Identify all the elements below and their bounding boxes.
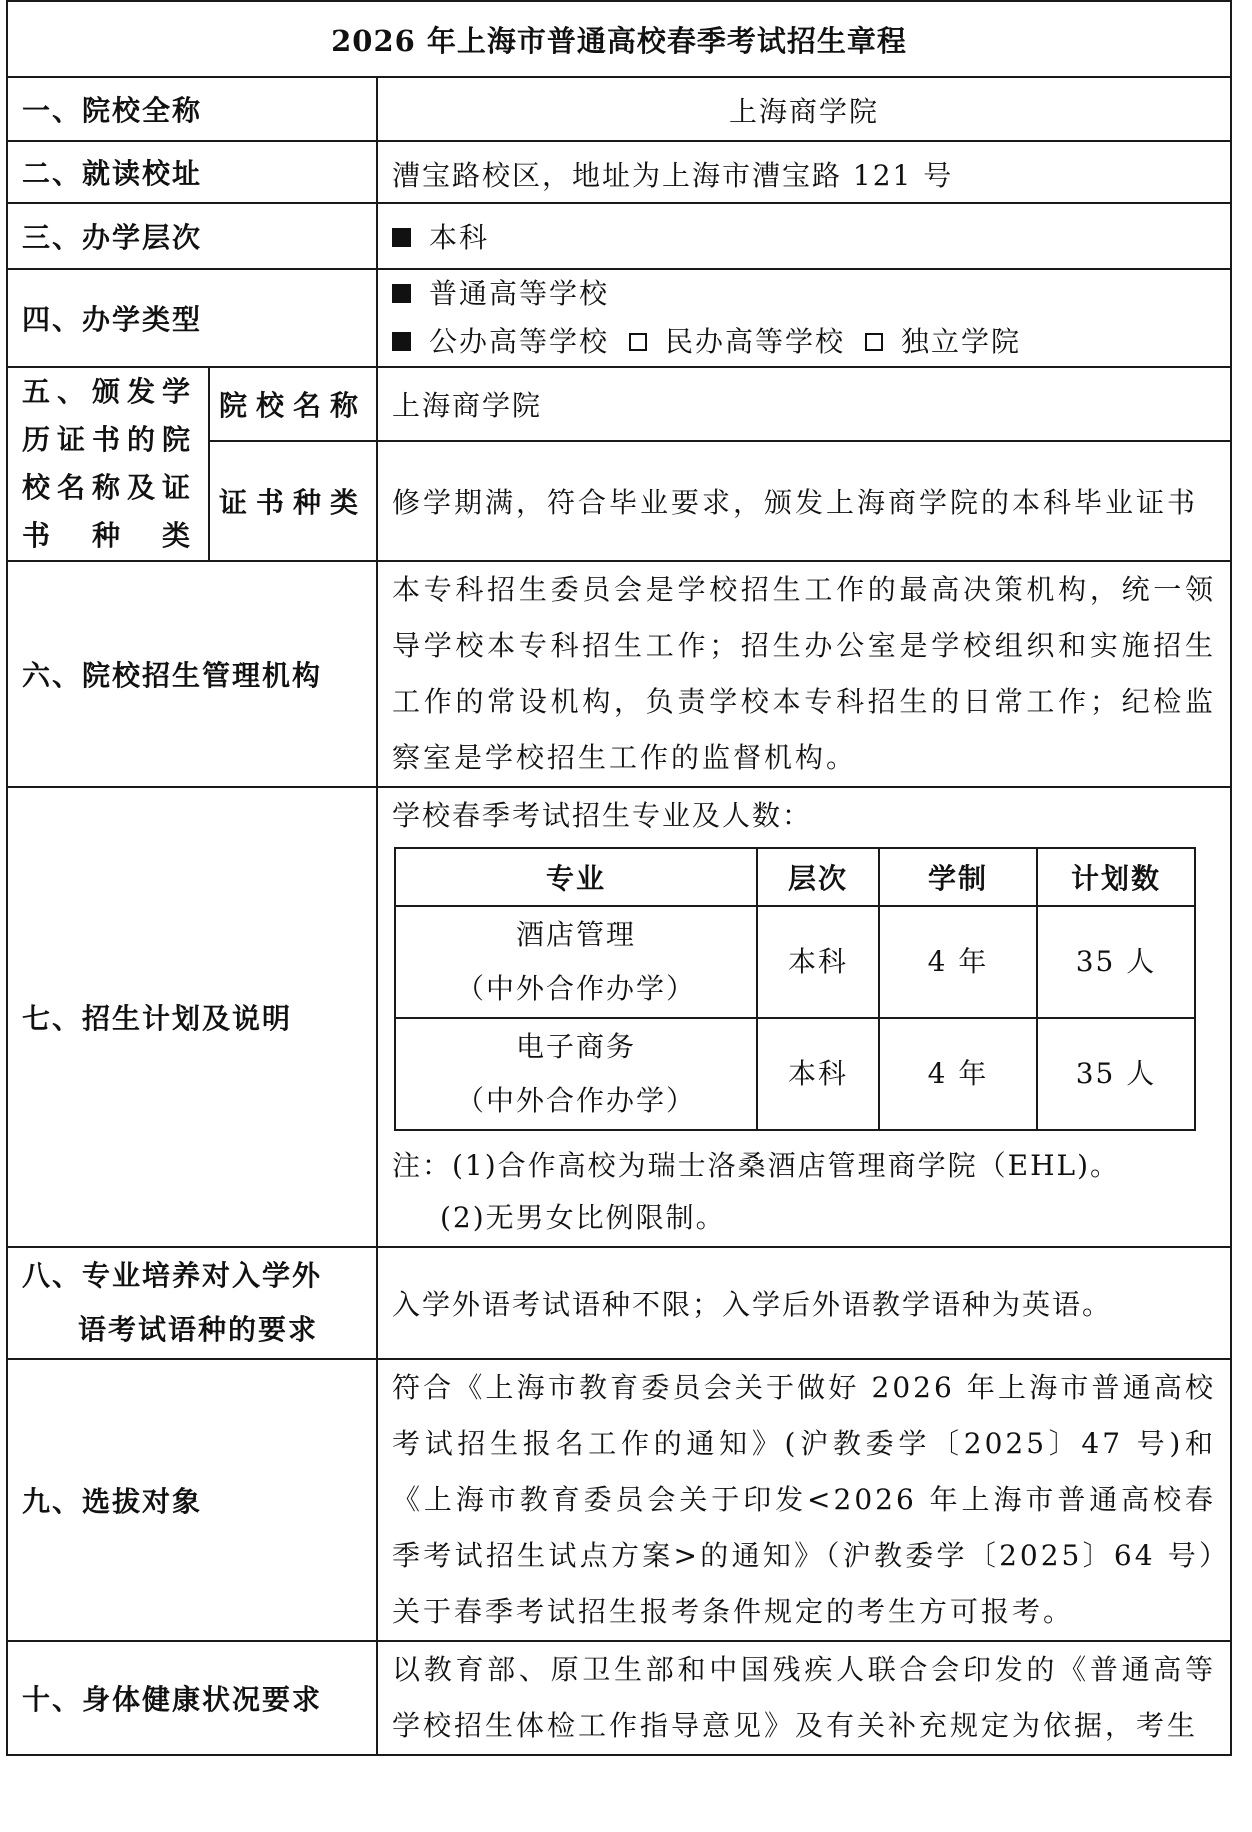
certificate-school-value: 上海商学院 bbox=[377, 367, 1231, 441]
school-type-line1 bbox=[392, 270, 1216, 318]
row-language-requirement bbox=[7, 1247, 1231, 1359]
row-education-level bbox=[7, 203, 1231, 269]
table-row bbox=[395, 1018, 1195, 1130]
checked-box-icon bbox=[392, 284, 411, 303]
major-cell: 酒店管理 （中外合作办学） bbox=[395, 906, 757, 1018]
selection-target-label: 九、选拔对象 bbox=[7, 1359, 377, 1641]
unchecked-box-icon bbox=[865, 333, 883, 351]
header-major: 专业 bbox=[395, 848, 757, 906]
type-public: 公办高等学校 bbox=[429, 325, 610, 358]
document-title: 2026 年上海市普通高校春季考试招生章程 bbox=[7, 1, 1231, 77]
health-requirement-value: 以教育部、原卫生部和中国残疾人联合会印发的《普通高等学校招生体检工作指导意见》及有关补充规定为依据，考生 bbox=[377, 1641, 1231, 1755]
school-name-value: 上海商学院 bbox=[377, 77, 1231, 141]
row-health-requirement bbox=[7, 1641, 1231, 1755]
certificate-label: 五、颁发学历证书的院校名称及证书种类 bbox=[7, 367, 209, 561]
education-level-value bbox=[377, 203, 1231, 269]
school-type-label: 四、办学类型 bbox=[7, 269, 377, 367]
row-certificate-school bbox=[7, 367, 1231, 441]
admission-charter-document bbox=[6, 0, 1230, 1756]
enrollment-plan-label: 七、招生计划及说明 bbox=[7, 787, 377, 1247]
school-type-value bbox=[377, 269, 1231, 367]
enrollment-note-1: 注：(1)合作高校为瑞士洛桑酒店管理商学院（EHL)。 bbox=[392, 1149, 1121, 1182]
checked-box-icon bbox=[392, 332, 411, 351]
health-requirement-label: 十、身体健康状况要求 bbox=[7, 1641, 377, 1755]
campus-address-value: 漕宝路校区，地址为上海市漕宝路 121 号 bbox=[377, 141, 1231, 203]
row-enrollment-plan bbox=[7, 787, 1231, 1247]
certificate-type-label: 证书种类 bbox=[209, 441, 377, 561]
selection-target-value: 符合《上海市教育委员会关于做好 2026 年上海市普通高校考试招生报名工作的通知》(沪教委学〔2025〕47 号)和《上海市教育委员会关于印发<2026 年上海市普通高校春季考试招生试点方案>的通知》（沪教委学〔2025〕64 号）关于春季考试招生报考条件规定的考生方可报考。 bbox=[377, 1359, 1231, 1641]
level-cell: 本科 bbox=[757, 1018, 879, 1130]
plan-cell: 35 人 bbox=[1037, 1018, 1195, 1130]
school-type-line2 bbox=[392, 318, 1216, 366]
school-name-label: 一、院校全称 bbox=[7, 77, 377, 141]
level-cell: 本科 bbox=[757, 906, 879, 1018]
enrollment-plan-value bbox=[377, 787, 1231, 1247]
header-level: 层次 bbox=[757, 848, 879, 906]
language-requirement-label: 八、专业培养对入学外 语考试语种的要求 bbox=[7, 1247, 377, 1359]
education-level-label: 三、办学层次 bbox=[7, 203, 377, 269]
level-option-undergrad: 本科 bbox=[429, 221, 490, 254]
row-school-type bbox=[7, 269, 1231, 367]
admission-office-value: 本专科招生委员会是学校招生工作的最高决策机构，统一领导学校本专科招生工作；招生办公室是学校组织和实施招生工作的常设机构，负责学校本专科招生的日常工作；纪检监察室是学校招生工作的监督机构。 bbox=[377, 561, 1231, 787]
campus-address-label: 二、就读校址 bbox=[7, 141, 377, 203]
title-row bbox=[7, 1, 1231, 77]
charter-table bbox=[6, 0, 1232, 1756]
plan-table-header bbox=[395, 848, 1195, 906]
admission-office-label: 六、院校招生管理机构 bbox=[7, 561, 377, 787]
plan-cell: 35 人 bbox=[1037, 906, 1195, 1018]
major-cell: 电子商务 （中外合作办学） bbox=[395, 1018, 757, 1130]
checked-box-icon bbox=[392, 228, 411, 247]
type-regular-higher: 普通高等学校 bbox=[429, 277, 610, 310]
row-selection-target bbox=[7, 1359, 1231, 1641]
certificate-type-value: 修学期满，符合毕业要求，颁发上海商学院的本科毕业证书 bbox=[377, 441, 1231, 561]
table-row bbox=[395, 906, 1195, 1018]
language-requirement-value: 入学外语考试语种不限；入学后外语教学语种为英语。 bbox=[377, 1247, 1231, 1359]
enrollment-plan-table bbox=[394, 847, 1196, 1131]
row-campus-address bbox=[7, 141, 1231, 203]
header-plan: 计划数 bbox=[1037, 848, 1195, 906]
enrollment-intro: 学校春季考试招生专业及人数： bbox=[392, 799, 813, 832]
unchecked-box-icon bbox=[629, 333, 647, 351]
row-admission-office bbox=[7, 561, 1231, 787]
duration-cell: 4 年 bbox=[879, 906, 1037, 1018]
duration-cell: 4 年 bbox=[879, 1018, 1037, 1130]
type-independent: 独立学院 bbox=[901, 325, 1022, 358]
header-duration: 学制 bbox=[879, 848, 1037, 906]
certificate-school-label: 院校名称 bbox=[209, 367, 377, 441]
enrollment-note-2: (2)无男女比例限制。 bbox=[440, 1201, 726, 1234]
type-private: 民办高等学校 bbox=[665, 325, 846, 358]
row-school-name bbox=[7, 77, 1231, 141]
